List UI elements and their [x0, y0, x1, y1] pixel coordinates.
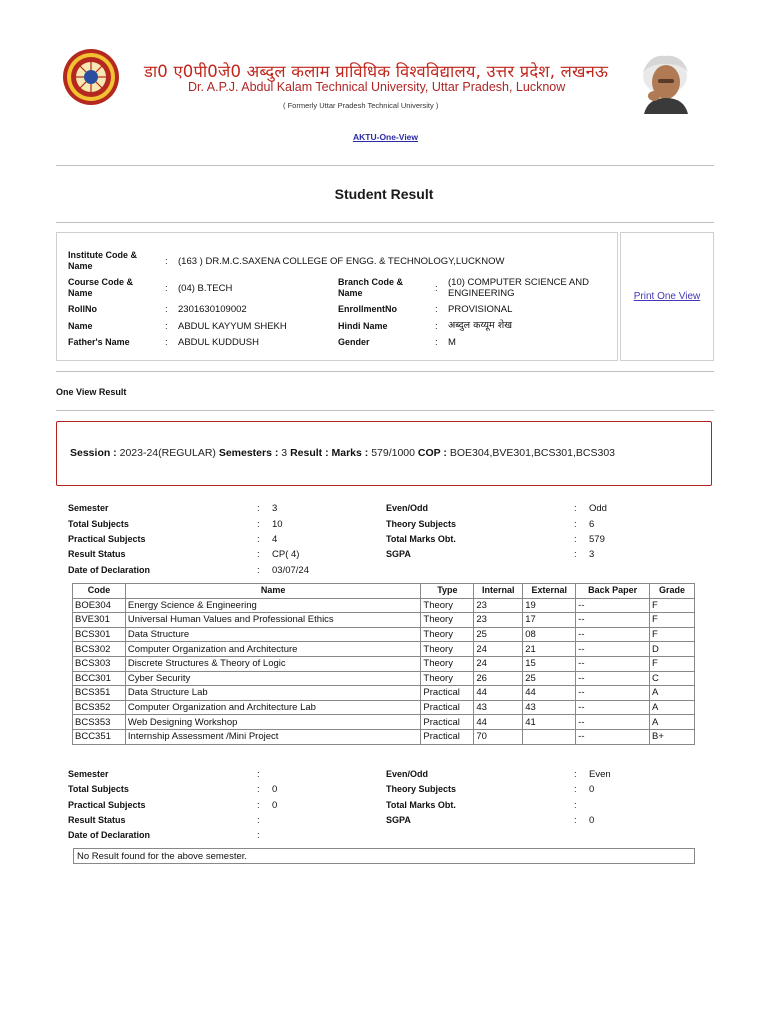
- aktu-one-view-link[interactable]: AKTU-One-View: [353, 132, 419, 142]
- table-cell: --: [576, 627, 650, 642]
- total-subjects-value: 0: [272, 784, 278, 795]
- table-cell: Web Designing Workshop: [125, 715, 420, 730]
- semester-value: 3: [272, 503, 278, 514]
- theory-subjects-label: Theory Subjects: [386, 519, 457, 529]
- table-row: [73, 642, 695, 657]
- table-cell: 44: [474, 686, 523, 701]
- table-cell: --: [576, 671, 650, 686]
- rollno-label: RollNo: [68, 304, 97, 314]
- kalam-portrait-image: [630, 46, 700, 114]
- declaration-date-label: Date of Declaration: [68, 565, 151, 575]
- colon: :: [574, 769, 577, 780]
- table-cell: --: [576, 598, 650, 613]
- cop-value: BOE304,BVE301,BCS301,BCS303: [449, 447, 616, 459]
- session-value: 2023-24(REGULAR): [119, 447, 216, 459]
- divider: [56, 371, 714, 372]
- colon: :: [574, 549, 577, 560]
- table-cell: --: [576, 613, 650, 628]
- semester-label: Semester: [68, 503, 109, 513]
- table-cell: 25: [523, 671, 576, 686]
- table-cell: BOE304: [73, 598, 126, 613]
- gender-label: Gender: [338, 337, 370, 347]
- table-cell: Energy Science & Engineering: [125, 598, 420, 613]
- father-label: Father's Name: [68, 337, 130, 347]
- name-label: Name: [68, 321, 93, 331]
- course-value: (04) B.TECH: [178, 283, 233, 294]
- table-cell: [523, 729, 576, 744]
- colon: :: [165, 304, 168, 315]
- table-cell: Universal Human Values and Professional Ethics: [125, 613, 420, 628]
- colon: :: [574, 784, 577, 795]
- table-cell: Practical: [421, 686, 474, 701]
- result-label: Result :: [290, 447, 329, 459]
- table-cell: BCS301: [73, 627, 126, 642]
- table-row: [73, 729, 695, 744]
- table-cell: Computer Organization and Architecture: [125, 642, 420, 657]
- colon: :: [257, 784, 260, 795]
- column-header: External: [523, 584, 576, 599]
- colon: :: [165, 321, 168, 332]
- table-cell: Theory: [421, 627, 474, 642]
- colon: :: [574, 503, 577, 514]
- table-row: [73, 627, 695, 642]
- colon: :: [574, 800, 577, 811]
- institute-value: (163 ) DR.M.C.SAXENA COLLEGE OF ENGG. & TECHNOLOGY,LUCKNOW: [178, 256, 505, 267]
- table-row: [73, 656, 695, 671]
- table-cell: Discrete Structures & Theory of Logic: [125, 656, 420, 671]
- table-cell: Theory: [421, 613, 474, 628]
- practical-subjects-value: 0: [272, 800, 278, 811]
- colon: :: [574, 534, 577, 545]
- colon: :: [257, 830, 260, 841]
- practical-subjects-value: 4: [272, 534, 278, 545]
- table-cell: 41: [523, 715, 576, 730]
- semesters-label: Semesters :: [218, 447, 279, 459]
- table-cell: Internship Assessment /Mini Project: [125, 729, 420, 744]
- colon: :: [257, 534, 260, 545]
- total-subjects-value: 10: [272, 519, 283, 530]
- table-row: [73, 671, 695, 686]
- table-cell: --: [576, 686, 650, 701]
- colon: :: [574, 815, 577, 826]
- table-cell: 44: [474, 715, 523, 730]
- table-cell: --: [576, 729, 650, 744]
- colon: :: [435, 283, 438, 294]
- marks-table: [72, 583, 695, 745]
- even-odd-label: Even/Odd: [386, 769, 429, 779]
- table-cell: 26: [474, 671, 523, 686]
- table-row: [73, 700, 695, 715]
- colon: :: [257, 549, 260, 560]
- sgpa-value: 0: [589, 815, 595, 826]
- result-status-label: Result Status: [68, 549, 126, 559]
- name-value: ABDUL KAYYUM SHEKH: [178, 321, 287, 332]
- even-odd-label: Even/Odd: [386, 503, 429, 513]
- institute-label: Institute Code & Name: [68, 250, 137, 271]
- enrollment-label: EnrollmentNo: [338, 304, 398, 314]
- table-cell: 15: [523, 656, 576, 671]
- hindi-name-value: अब्दुल कय्यूम शेख: [448, 320, 512, 331]
- table-cell: BCC301: [73, 671, 126, 686]
- table-cell: 24: [474, 656, 523, 671]
- colon: :: [165, 283, 168, 294]
- table-cell: Practical: [421, 729, 474, 744]
- table-cell: BCC351: [73, 729, 126, 744]
- page-title: Student Result: [334, 186, 434, 202]
- theory-subjects-value: 0: [589, 784, 595, 795]
- table-cell: Cyber Security: [125, 671, 420, 686]
- table-cell: Theory: [421, 671, 474, 686]
- table-row: [73, 715, 695, 730]
- table-cell: Practical: [421, 715, 474, 730]
- total-marks-label: Total Marks Obt.: [386, 534, 456, 544]
- sgpa-value: 3: [589, 549, 595, 560]
- session-label: Session :: [70, 447, 117, 459]
- declaration-date-label: Date of Declaration: [68, 830, 151, 840]
- table-cell: Data Structure: [125, 627, 420, 642]
- colon: :: [165, 256, 168, 267]
- total-subjects-label: Total Subjects: [68, 519, 129, 529]
- no-result-message: No Result found for the above semester.: [73, 848, 695, 864]
- colon: :: [257, 815, 260, 826]
- table-cell: --: [576, 715, 650, 730]
- colon: :: [435, 321, 438, 332]
- marks-label: Marks :: [331, 447, 369, 459]
- gender-value: M: [448, 337, 456, 348]
- divider: [56, 410, 714, 411]
- colon: :: [257, 503, 260, 514]
- practical-subjects-label: Practical Subjects: [68, 534, 146, 544]
- table-cell: BCS352: [73, 700, 126, 715]
- university-seal-logo: [62, 48, 120, 106]
- father-value: ABDUL KUDDUSH: [178, 337, 259, 348]
- total-marks-label: Total Marks Obt.: [386, 800, 456, 810]
- table-cell: BVE301: [73, 613, 126, 628]
- table-cell: D: [650, 642, 695, 657]
- practical-subjects-label: Practical Subjects: [68, 800, 146, 810]
- colon: :: [257, 519, 260, 530]
- rollno-value: 2301630109002: [178, 304, 247, 315]
- table-cell: 43: [474, 700, 523, 715]
- table-cell: 17: [523, 613, 576, 628]
- colon: :: [257, 769, 260, 780]
- column-header: Type: [421, 584, 474, 599]
- table-cell: --: [576, 656, 650, 671]
- table-cell: F: [650, 613, 695, 628]
- sgpa-label: SGPA: [386, 815, 411, 825]
- table-cell: 21: [523, 642, 576, 657]
- declaration-date-value: 03/07/24: [272, 565, 309, 576]
- table-cell: BCS302: [73, 642, 126, 657]
- table-cell: Theory: [421, 642, 474, 657]
- table-cell: Theory: [421, 656, 474, 671]
- marks-value: 579/1000: [371, 447, 415, 459]
- result-status-label: Result Status: [68, 815, 126, 825]
- colon: :: [257, 800, 260, 811]
- semester-label: Semester: [68, 769, 109, 779]
- table-cell: BCS353: [73, 715, 126, 730]
- course-label: Course Code & Name: [68, 277, 134, 298]
- even-odd-value: Even: [589, 769, 611, 780]
- table-cell: 08: [523, 627, 576, 642]
- colon: :: [165, 337, 168, 348]
- table-cell: 19: [523, 598, 576, 613]
- column-header: Name: [125, 584, 420, 599]
- formerly-note: ( Formerly Uttar Pradesh Technical University ): [283, 101, 439, 110]
- theory-subjects-value: 6: [589, 519, 595, 530]
- table-cell: A: [650, 715, 695, 730]
- column-header: Internal: [474, 584, 523, 599]
- table-cell: --: [576, 700, 650, 715]
- table-cell: BCS351: [73, 686, 126, 701]
- table-cell: Theory: [421, 598, 474, 613]
- table-row: [73, 686, 695, 701]
- cop-label: COP :: [417, 447, 447, 459]
- table-cell: --: [576, 642, 650, 657]
- colon: :: [257, 565, 260, 576]
- table-cell: 70: [474, 729, 523, 744]
- session-summary: [70, 447, 615, 459]
- table-cell: F: [650, 656, 695, 671]
- table-cell: Data Structure Lab: [125, 686, 420, 701]
- result-status-value: CP( 4): [272, 549, 300, 560]
- column-header: Back Paper: [576, 584, 650, 599]
- table-row: [73, 613, 695, 628]
- university-title-english: Dr. A.P.J. Abdul Kalam Technical University, Uttar Pradesh, Lucknow: [188, 80, 566, 94]
- one-view-result-label: One View Result: [56, 387, 127, 397]
- theory-subjects-label: Theory Subjects: [386, 784, 457, 794]
- colon: :: [435, 337, 438, 348]
- table-cell: A: [650, 700, 695, 715]
- sgpa-label: SGPA: [386, 549, 411, 559]
- university-title-hindi: डा0 ए0पी0जे0 अब्दुल कलाम प्राविधिक विश्वविद्यालय, उत्तर प्रदेश, लखनऊ: [144, 62, 609, 81]
- table-cell: C: [650, 671, 695, 686]
- total-marks-value: 579: [589, 534, 605, 545]
- enrollment-value: PROVISIONAL: [448, 304, 513, 315]
- table-row: [73, 598, 695, 613]
- table-cell: BCS303: [73, 656, 126, 671]
- colon: :: [574, 519, 577, 530]
- table-cell: 23: [474, 598, 523, 613]
- table-cell: F: [650, 627, 695, 642]
- table-cell: 25: [474, 627, 523, 642]
- column-header: Grade: [650, 584, 695, 599]
- even-odd-value: Odd: [589, 503, 607, 514]
- table-cell: Computer Organization and Architecture Lab: [125, 700, 420, 715]
- colon: :: [435, 304, 438, 315]
- divider: [56, 165, 714, 166]
- hindi-name-label: Hindi Name: [338, 321, 388, 331]
- table-cell: A: [650, 686, 695, 701]
- print-one-view-link[interactable]: Print One View: [633, 291, 701, 302]
- branch-value: (10) COMPUTER SCIENCE AND ENGINEERING: [448, 277, 589, 299]
- table-cell: Practical: [421, 700, 474, 715]
- table-cell: 23: [474, 613, 523, 628]
- column-header: Code: [73, 584, 126, 599]
- table-cell: 43: [523, 700, 576, 715]
- semesters-value: 3: [281, 447, 288, 459]
- table-cell: F: [650, 598, 695, 613]
- branch-label: Branch Code & Name: [338, 277, 404, 298]
- total-subjects-label: Total Subjects: [68, 784, 129, 794]
- table-cell: 44: [523, 686, 576, 701]
- table-header-row: [73, 584, 695, 599]
- table-cell: B+: [650, 729, 695, 744]
- divider: [56, 222, 714, 223]
- table-cell: 24: [474, 642, 523, 657]
